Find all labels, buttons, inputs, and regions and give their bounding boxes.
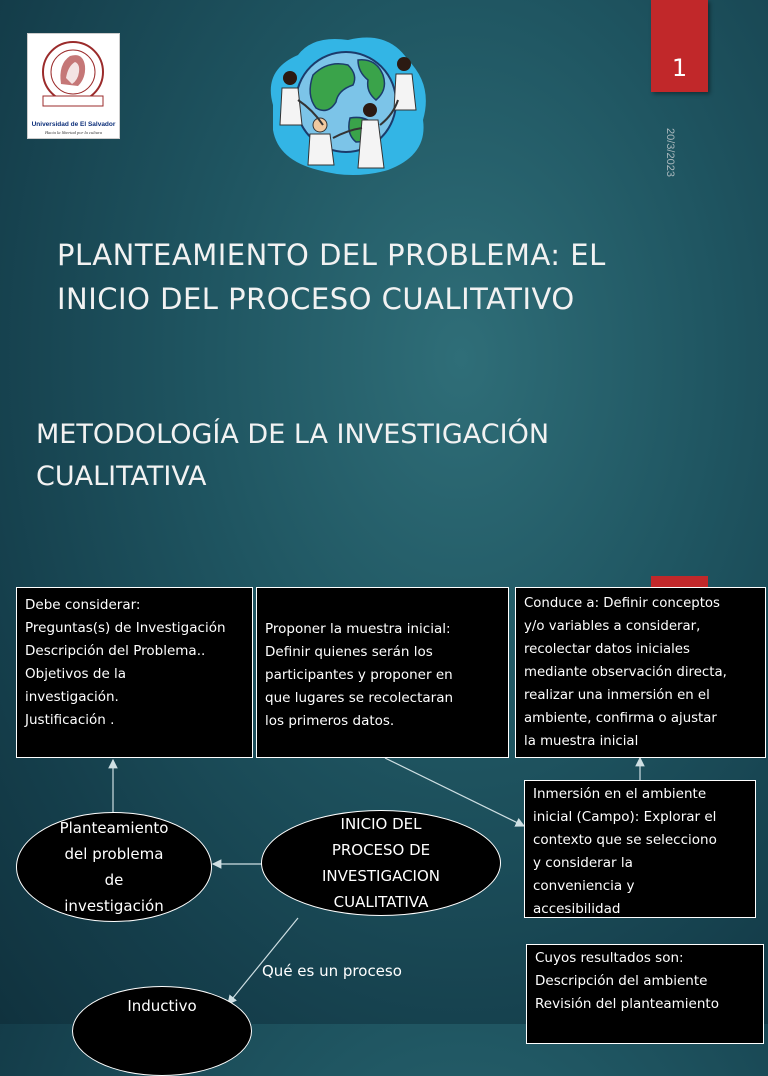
question-label: Qué es un proceso: [262, 962, 402, 980]
box-initial-sample: [256, 587, 509, 758]
box-line: recolectar datos iniciales: [524, 642, 690, 657]
box-line: Revisión del planteamiento: [535, 996, 719, 1012]
slide-date: 20/3/2023: [664, 128, 676, 177]
ellipse-line: de: [104, 871, 124, 889]
university-seal-icon: [28, 34, 119, 114]
box-line: Proponer la muestra inicial:: [265, 621, 451, 637]
ellipse-line: del problema: [64, 845, 164, 863]
box-line: Cuyos resultados son:: [535, 950, 684, 966]
box-immersion: [524, 780, 756, 918]
box-line: Definir quienes serán los: [265, 644, 433, 660]
ellipse-line: INVESTIGACION: [321, 867, 441, 885]
subtitle-line-2: CUALITATIVA: [36, 461, 207, 492]
box-line: y/o variables a considerar,: [524, 619, 701, 634]
title-line-1: PLANTEAMIENTO DEL PROBLEMA: EL: [57, 238, 606, 272]
slide-diagram: [0, 572, 768, 1024]
arrow-to-inductivo: [228, 918, 298, 1004]
ellipse-line: INICIO DEL: [340, 815, 422, 833]
box-line: accesibilidad: [533, 901, 621, 917]
box-line: Inmersión en el ambiente: [533, 786, 707, 802]
slide-title-text: [57, 233, 677, 321]
box-line: mediante observación directa,: [524, 665, 727, 680]
page-number: 1: [671, 54, 688, 82]
ellipse-planteamiento: [16, 812, 212, 922]
box-line: inicial (Campo): Explorar el: [533, 809, 717, 825]
logo-motto: Hacia la libertad por la cultura: [44, 130, 103, 135]
page-number-badge: [651, 0, 708, 92]
ellipse-inductivo: [72, 986, 252, 1076]
box-line: conveniencia y: [533, 878, 635, 894]
ellipse-line: PROCESO DE: [331, 841, 431, 859]
box-line: Debe considerar:: [25, 597, 141, 613]
box-results: [526, 944, 764, 1044]
box-line: Objetivos de la: [25, 666, 127, 682]
ellipse-line: CUALITATIVA: [333, 893, 429, 911]
box-line: que lugares se recolectaran: [265, 690, 454, 706]
box-line: ambiente, confirma o ajustar: [524, 711, 717, 726]
university-logo: [27, 33, 120, 139]
box-line: los primeros datos.: [265, 713, 395, 729]
box-line: Justificación .: [25, 712, 115, 728]
box-conduce: [515, 587, 766, 758]
slide-subtitle: [36, 414, 676, 498]
box-line: investigación.: [25, 689, 119, 705]
box-line: Conduce a: Definir conceptos: [524, 596, 720, 611]
box-considerations: [16, 587, 253, 758]
ellipse-line: investigación: [64, 897, 164, 915]
ellipse-inicio-proceso: [261, 810, 501, 916]
box-line: la muestra inicial: [524, 734, 639, 749]
box-line: y considerar la: [533, 855, 633, 871]
box-line: realizar una inmersión en el: [524, 688, 710, 703]
box-line: Descripción del ambiente: [535, 973, 708, 989]
subtitle-line-1: METODOLOGÍA DE LA INVESTIGACIÓN: [36, 419, 550, 450]
box-line: contexto que se selecciono: [533, 832, 717, 848]
globe-children-clipart-icon: [258, 30, 433, 180]
box-line: Descripción del Problema..: [25, 643, 206, 659]
title-line-2: INICIO DEL PROCESO CUALITATIVO: [57, 282, 575, 316]
box-line: participantes y proponer en: [265, 667, 453, 683]
ellipse-line: Inductivo: [127, 997, 197, 1015]
box-line: Preguntas(s) de Investigación: [25, 620, 226, 636]
ellipse-line: Planteamiento: [59, 819, 169, 837]
logo-caption: Universidad de El Salvador: [31, 121, 116, 128]
